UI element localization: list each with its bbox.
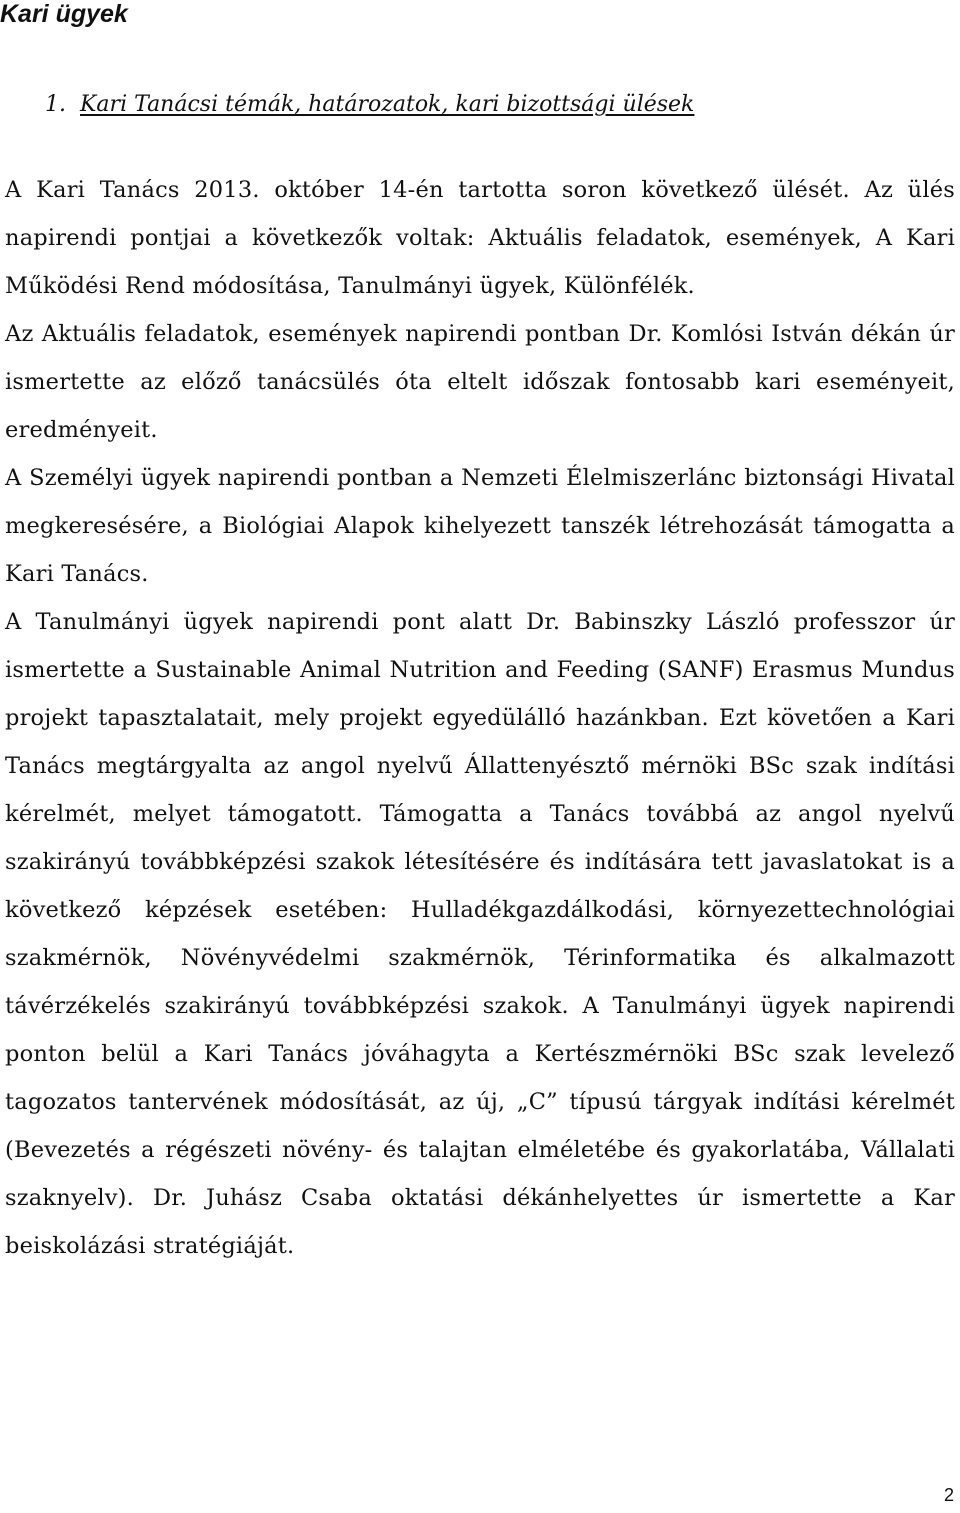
- body-text: [5, 166, 955, 1270]
- section-number: 1.: [45, 92, 66, 117]
- paragraph: A Tanulmányi ügyek napirendi pont alatt Dr. Babinszky László professzor úr ismertette a Sustainable Animal Nutrition and Feeding (SANF) Erasmus Mundus projekt tapasztalatait, mely projekt egyedülálló hazánkban. Ezt követően a Kari Tanács megtárgyalta az angol nyelvű Állattenyésztő mérnöki BSc szak indítási kérelmét, melyet támogatott. Támogatta a Tanács továbbá az angol nyelvű szakirányú továbbképzési szakok létesítésére és indítására tett javaslatokat is a következő képzések esetében: Hulladékgazdálkodási, környezettechnológiai szakmérnök, Növényvédelmi szakmérnök, Térinformatika és alkalmazott távérzékelés szakirányú továbbképzési szakok. A Tanulmányi ügyek napirendi ponton belül a Kari Tanács jóváhagyta a Kertészmérnöki BSc szak levelező tagozatos tantervének módosítását, az új, „C” típusú tárgyak indítási kérelmét (Bevezetés a régészeti növény- és talajtan elméletébe és gyakorlatába, Vállalati szaknyelv). Dr. Juhász Csaba oktatási dékánhelyettes úr ismertette a Kar beiskolázási stratégiáját.: [5, 609, 955, 1259]
- section-heading: [45, 90, 694, 120]
- paragraph: A Személyi ügyek napirendi pontban a Nemzeti Élelmiszerlánc biztonsági Hivatal megkeresésére, a Biológiai Alapok kihelyezett tanszék létrehozását támogatta a Kari Tanács.: [5, 465, 955, 587]
- section-heading-text: Kari Tanácsi témák, határozatok, kari bizottsági ülések: [80, 92, 695, 117]
- paragraph: Az Aktuális feladatok, események napirendi pontban Dr. Komlósi István dékán úr ismertette az előző tanácsülés óta eltelt időszak fontosabb kari eseményeit, eredményeit.: [5, 321, 955, 443]
- page-title: Kari ügyek: [0, 0, 128, 28]
- paragraph: A Kari Tanács 2013. október 14-én tartotta soron következő ülését. Az ülés napirendi pontjai a következők voltak: Aktuális feladatok, események, A Kari Működési Rend módosítása, Tanulmányi ügyek, Különfélék.: [5, 177, 955, 299]
- page-number: 2: [943, 1485, 954, 1505]
